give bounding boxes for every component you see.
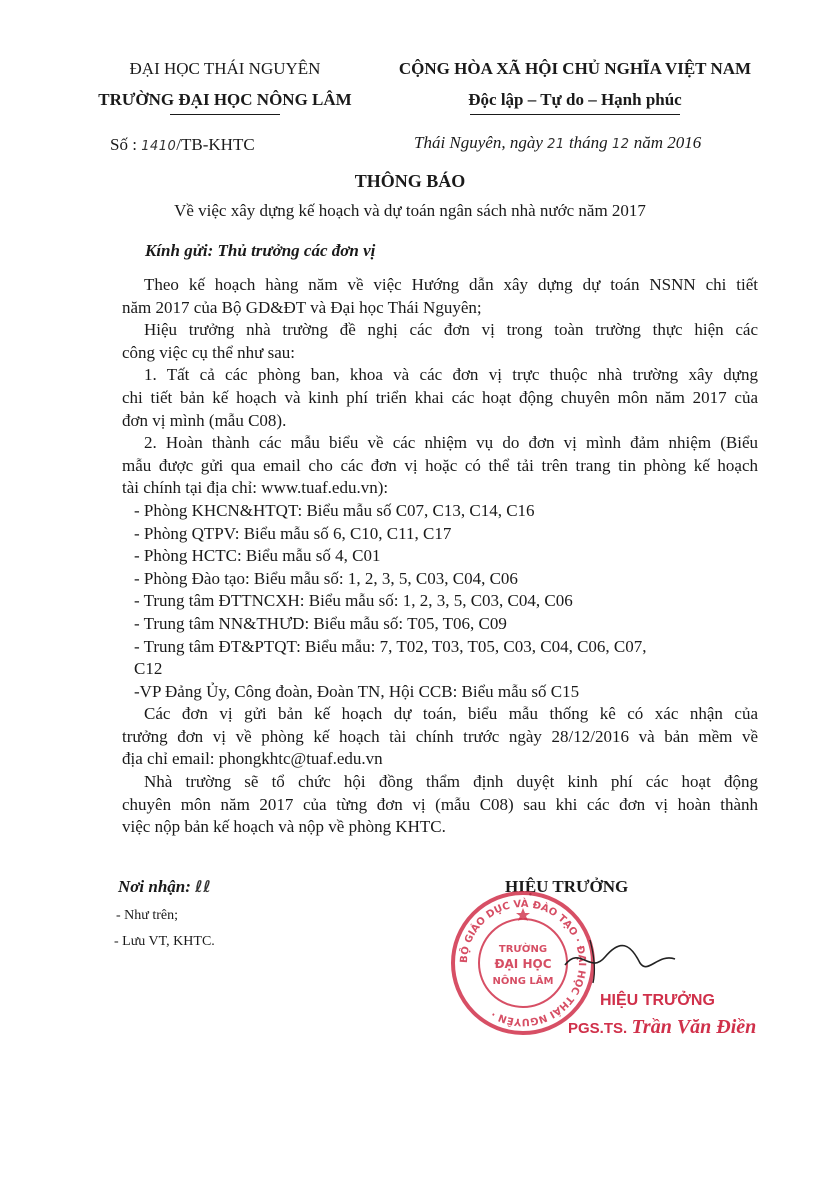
document-body (122, 274, 758, 839)
paragraph-line: năm 2017 của Bộ GD&ĐT và Đại học Thái Nguyên; (122, 297, 482, 317)
doc-number-prefix: Số : (110, 135, 137, 154)
paragraph-line: trưởng đơn vị về phòng kế hoạch tài chính trước ngày 28/12/2016 và bản mềm về (122, 726, 758, 746)
paragraph-line: 1. Tất cả các phòng ban, khoa và các đơn vị trực thuộc nhà trường xây dựng (144, 365, 758, 385)
list-item: - Trung tâm ĐTTNCXH: Biểu mẫu số: 1, 2, 3, 5, C03, C04, C06 (134, 591, 573, 611)
list-item: - Trung tâm NN&THƯD: Biểu mẫu số: T05, T06, C09 (134, 613, 507, 633)
document-number (110, 134, 255, 159)
date-line (414, 132, 701, 157)
recipients-block (114, 876, 215, 954)
list-item: - Phòng QTPV: Biểu mẫu số 6, C10, C11, C17 (134, 523, 452, 543)
date-month: 12 (611, 137, 630, 152)
list-item: - Phòng KHCN&HTQT: Biểu mẫu số C07, C13, C14, C16 (134, 500, 535, 520)
stamp-signer-title: HIỆU TRƯỞNG (600, 992, 715, 1009)
document-subtitle: Về việc xây dựng kế hoạch và dự toán ngân sách nhà nước năm 2017 (174, 201, 646, 220)
handwritten-signature-icon (560, 935, 680, 985)
header-left-underline (170, 114, 280, 115)
list-item: C12 (134, 659, 163, 679)
doc-number-suffix: /TB-KHTC (176, 135, 255, 154)
paragraph-line: Hiệu trưởng nhà trường đề nghị các đơn vị trong toàn trường thực hiện các (144, 320, 758, 340)
country-name: CỘNG HÒA XÃ HỘI CHỦ NGHĨA VIỆT NAM (398, 59, 752, 78)
parent-organization: ĐẠI HỌC THÁI NGUYÊN (129, 59, 321, 78)
organization-name: TRƯỜNG ĐẠI HỌC NÔNG LÂM (98, 89, 352, 109)
signer-title: HIỆU TRƯỞNG (505, 877, 629, 896)
header-right-underline (470, 114, 680, 115)
svg-text:ĐẠI HỌC: ĐẠI HỌC (494, 957, 552, 971)
paragraph-line: mẫu được gửi qua email cho các đơn vị hoặc có thể tải trên trang tin phòng kế hoạch (122, 455, 758, 475)
paragraph-line: việc nộp bản kế hoạch và nộp về phòng KHTC. (122, 817, 446, 837)
date-month-label: tháng (568, 133, 608, 152)
recipient-item: - Như trên; (116, 907, 179, 923)
handwritten-initial-mark: ℓℓ (195, 877, 212, 896)
national-motto: Độc lập – Tự do – Hạnh phúc (468, 89, 682, 109)
date-place: Thái Nguyên, ngày (414, 133, 543, 152)
document-title: THÔNG BÁO (354, 171, 466, 191)
paragraph-line: Các đơn vị gửi bản kế hoạch dự toán, biểu mẫu thống kê có xác nhận của (144, 704, 758, 724)
paragraph-line: chuyên môn năm 2017 của từng đơn vị (mẫu C08) sau khi các đơn vị hoàn thành (122, 794, 758, 814)
svg-text:NÔNG LÂM: NÔNG LÂM (492, 976, 554, 987)
paragraph-line: Nhà trường sẽ tổ chức hội đồng thẩm định duyệt kinh phí các hoạt động (144, 772, 758, 792)
list-item: - Trung tâm ĐT&PTQT: Biểu mẫu: 7, T02, T03, T05, C03, C04, C06, C07, (134, 636, 647, 656)
paragraph-line: đơn vị mình (mẫu C08). (122, 410, 287, 430)
header-left (95, 58, 355, 111)
doc-number-handwritten: 1410 (141, 139, 177, 154)
paragraph-line: tài chính tại địa chỉ: www.tuaf.edu.vn): (122, 478, 389, 498)
list-item: - Phòng HCTC: Biểu mẫu số 4, C01 (134, 546, 381, 566)
paragraph-line: công việc cụ thể như sau: (122, 342, 296, 362)
date-day: 21 (547, 137, 565, 152)
svg-text:BỘ GIÁO DỤC VÀ ĐÀO TẠO · ĐẠI H: BỘ GIÁO DỤC VÀ ĐÀO TẠO · ĐẠI HỌC THÁI NGUYÊN · (458, 898, 588, 1028)
paragraph-line: chi tiết bản kế hoạch và kinh phí triển khai các hoạt động chuyên môn năm 2017 của (122, 387, 758, 407)
list-item: -VP Đảng Ủy, Công đoàn, Đoàn TN, Hội CCB: Biểu mẫu số C15 (134, 681, 580, 701)
recipients-label: Nơi nhận: ℓℓ (118, 877, 212, 896)
date-year: năm 2016 (633, 133, 702, 152)
signer-name-line (568, 1016, 756, 1041)
list-item: - Phòng Đào tạo: Biểu mẫu số: 1, 2, 3, 5, C03, C04, C06 (134, 568, 518, 588)
signer-name: Trần Văn Điền (631, 1016, 757, 1038)
paragraph-line: 2. Hoàn thành các mẫu biểu về các nhiệm vụ do đơn vị mình đảm nhiệm (Biểu (144, 433, 758, 453)
signer-prefix: PGS.TS. (568, 1020, 628, 1037)
paragraph-line: Theo kế hoạch hàng năm về việc Hướng dẫn xây dựng dự toán NSNN chi tiết (144, 275, 758, 294)
paragraph-line: địa chỉ email: phongkhtc@tuaf.edu.vn (122, 749, 383, 769)
svg-text:TRƯỜNG: TRƯỜNG (498, 944, 548, 955)
header-right (380, 58, 770, 111)
recipient-item: - Lưu VT, KHTC. (114, 934, 215, 950)
recipient-line: Kính gửi: Thủ trưởng các đơn vị (145, 241, 376, 260)
